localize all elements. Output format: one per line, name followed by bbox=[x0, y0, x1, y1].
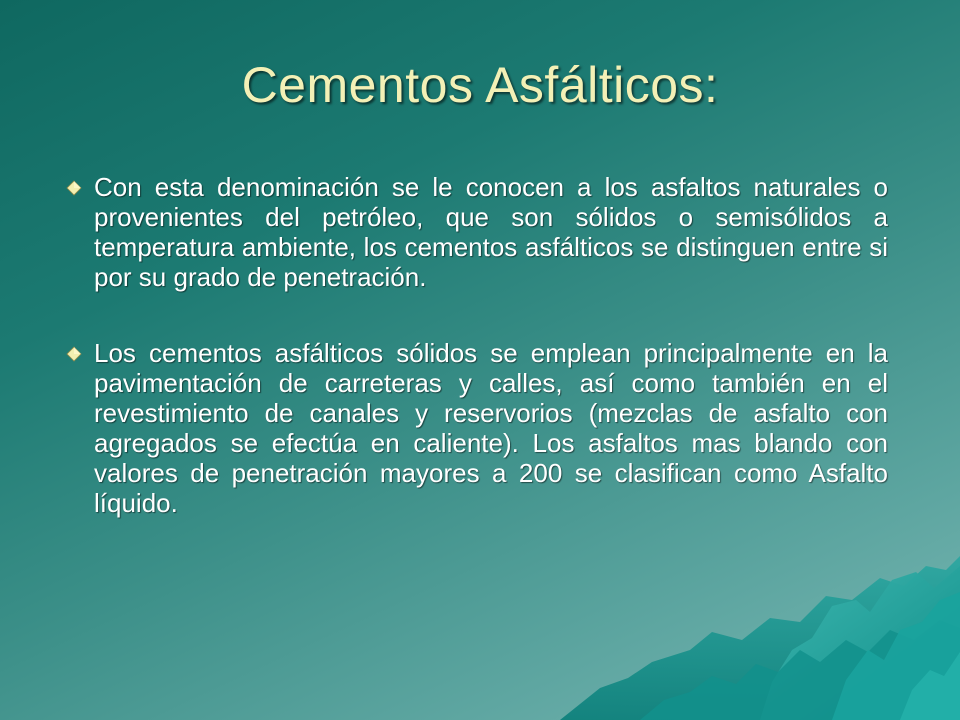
bullet-item bbox=[60, 338, 888, 518]
bullet-text: Los cementos asfálticos sólidos se emplean principalmente en la pavimentación de carreteras y calles, así como también en el revestimiento de canales y reservorios (mezclas de asfalto con agregados se efectúa en caliente). Los asfaltos mas blando con valores de penetración mayores a 200 se clasifican como Asfalto líquido. bbox=[94, 338, 888, 518]
diamond-bullet-icon bbox=[66, 180, 82, 196]
bullet-text: Con esta denominación se le conocen a los asfaltos naturales o provenientes del petróleo, que son sólidos o semisólidos a temperatura ambiente, los cementos asfálticos se distinguen entre si por su grado de penetración. bbox=[94, 172, 888, 292]
bullet-item bbox=[60, 172, 888, 292]
bullet-list bbox=[60, 172, 888, 564]
slide-title: Cementos Asfálticos: bbox=[241, 57, 719, 113]
diamond-bullet-icon bbox=[66, 346, 82, 362]
